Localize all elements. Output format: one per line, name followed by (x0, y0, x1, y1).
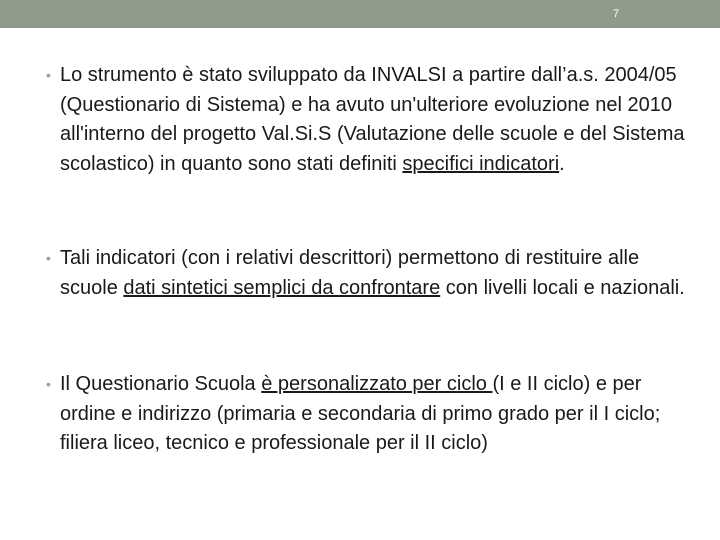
page-number: 7 (612, 8, 620, 20)
header-bar (0, 0, 720, 28)
bullet-text: . (559, 152, 565, 175)
bullet-marker: • (46, 376, 51, 392)
bullet-item (46, 370, 700, 459)
bullet-text: Lo strumento è stato sviluppato da INVALSI a partire dall’a.s. 2004/05 (Questionario di Sistema) e ha avuto un'ulteriore evoluzione nel 2010 all'interno del progetto Val.Si.S (Valutazione delle scuole e del Sistema scolastico) in quanto sono stati definiti (60, 64, 685, 175)
underlined-text: dati sintetici semplici da confrontare (123, 276, 441, 299)
bullet-text: Tali indicatori (con i relativi descrittori) permettono di restituire alle scuole (60, 247, 640, 299)
bullet-text: con livelli locali e nazionali. (440, 276, 685, 299)
bullet-item (46, 61, 700, 179)
bullet-item (46, 244, 700, 303)
underlined-text: specifici indicatori (402, 152, 560, 175)
bullet-marker: • (46, 250, 51, 266)
bullet-marker: • (46, 67, 51, 83)
underlined-text: è personalizzato per ciclo (261, 373, 493, 395)
bullet-text: (I e II ciclo) e per ordine e indirizzo (primaria e secondaria di primo grado per il I ciclo; filiera liceo, tecnico e professionale per il II ciclo) (60, 373, 661, 454)
bullet-text: Il Questionario Scuola (60, 373, 262, 395)
